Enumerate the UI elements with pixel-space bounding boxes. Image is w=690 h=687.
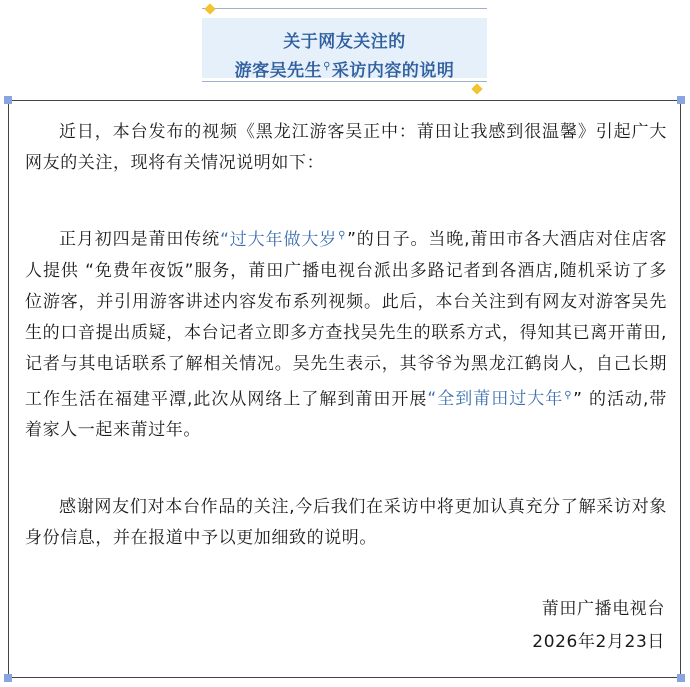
diamond-ornament-icon bbox=[471, 83, 482, 94]
search-icon: ⚲ bbox=[564, 389, 573, 401]
title-part-1: 游客吴先生 bbox=[234, 61, 323, 81]
header-banner bbox=[202, 8, 487, 82]
paragraph-intro: 近日，本台发布的视频《黑龙江游客吴正中：莆田让我感到很温馨》引起广大网友的关注，现将有关情况说明如下： bbox=[25, 122, 667, 173]
para-text: ”的日子。当晚,莆田市各大酒店对住店客人提供 “免费年夜饭”服务，莆田广播电视台派出多路记者到各酒店,随机采访了多位游客，并引用游客讲述内容发布系列视频。此后，本台关注到有网友对游客吴先生的口音提出质疑，本台记者立即多方查找吴先生的联系方式，得知其已离开莆田,记者与其电话联系了解相关情况。吴先生表示，其爷爷为黑龙江鹤岗人，自己长期工作生活在福建平潭,此次从网络上了解到莆田开展 bbox=[25, 229, 667, 410]
signature-date: 2026年2月23日 bbox=[532, 632, 665, 652]
page-title-line2 bbox=[202, 56, 487, 81]
banner-top-rule bbox=[202, 8, 487, 9]
corner-ornament bbox=[4, 674, 12, 682]
corner-ornament bbox=[677, 674, 685, 682]
corner-ornament bbox=[677, 96, 685, 104]
title-part-2: 采访内容的说明 bbox=[331, 61, 455, 81]
paragraph-thanks: 感谢网友们对本台作品的关注,今后我们在采访中将更加认真充分了解采访对象身份信息，并在报道中予以更加细致的说明。 bbox=[25, 497, 667, 548]
topic-link-text: “过大年做大岁 bbox=[220, 229, 338, 250]
page-title-line1: 关于网友关注的 bbox=[283, 32, 406, 52]
para-text: 正月初四是莆田传统 bbox=[59, 229, 221, 250]
topic-link[interactable] bbox=[220, 230, 347, 250]
paragraph-details bbox=[25, 220, 667, 446]
topic-link-text: “全到莆田过大年 bbox=[427, 389, 564, 410]
search-icon[interactable]: ⚲ bbox=[323, 61, 331, 73]
banner-bottom-rule bbox=[202, 81, 487, 82]
para-text: ” 的活动,带着家人一起来莆过年。 bbox=[25, 389, 667, 441]
diamond-ornament-icon bbox=[204, 3, 215, 14]
search-icon: ⚲ bbox=[338, 230, 347, 241]
topic-link[interactable] bbox=[427, 389, 573, 409]
corner-ornament bbox=[4, 96, 12, 104]
signature-org: 莆田广播电视台 bbox=[541, 599, 665, 619]
